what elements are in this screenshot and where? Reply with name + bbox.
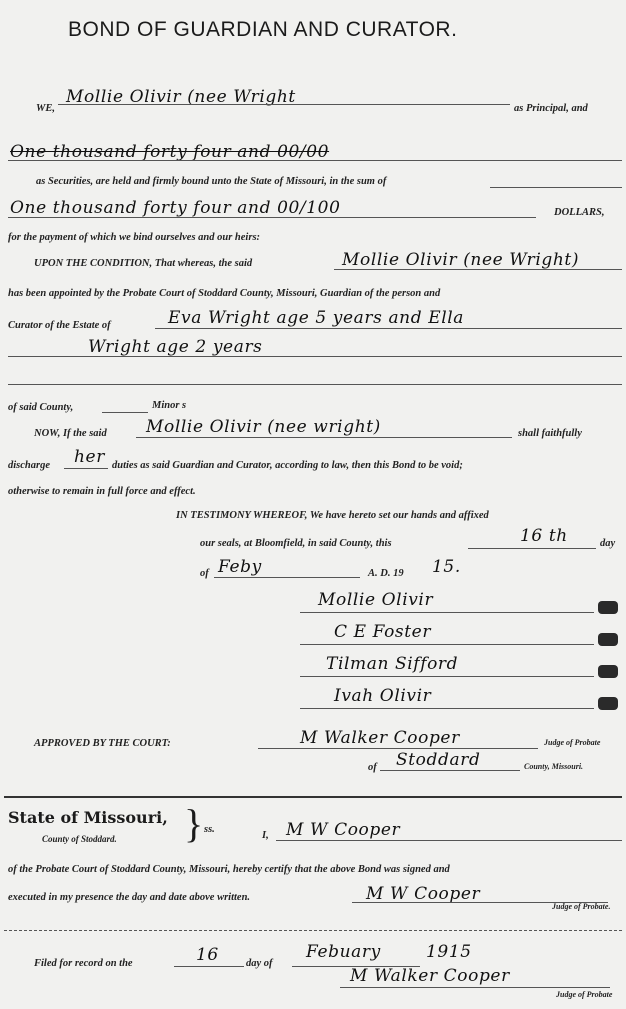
- filed-day-of: day of: [246, 958, 273, 969]
- signature-2: C E Foster: [334, 622, 432, 642]
- now-name: Mollie Olivir (nee wright): [146, 417, 381, 437]
- securities-amount-struck: One thousand forty four and 00/00: [10, 142, 330, 162]
- certificate-i: I,: [262, 830, 269, 841]
- signature-line-3: [300, 676, 594, 677]
- brace: }: [184, 801, 204, 846]
- duties-text: duties as said Guardian and Curator, according to law, then this Bond to be void;: [112, 460, 463, 471]
- testimony-year: 15.: [432, 557, 461, 577]
- testimony-line1: IN TESTIMONY WHEREOF, We have hereto set our hands and affixed: [176, 510, 489, 521]
- sum-amount: One thousand forty four and 00/100: [10, 198, 341, 218]
- filed-month: Febuary: [306, 942, 381, 962]
- wards-line-b: [8, 356, 622, 357]
- minor-label: Minor s: [152, 400, 187, 411]
- principal-prefix: WE,: [36, 103, 55, 114]
- testimony-of: of: [200, 568, 209, 579]
- county-line: [102, 412, 148, 413]
- filed-day-line: [174, 966, 244, 967]
- approval-county-suffix: County, Missouri.: [524, 762, 584, 771]
- wards-line-c: [8, 384, 622, 385]
- certificate-ss: ss.: [204, 824, 215, 835]
- testimony-day-word: day: [600, 538, 616, 549]
- testimony-ad: A. D. 19: [368, 568, 404, 579]
- testimony-month-line: [214, 577, 360, 578]
- filed-signature: M Walker Cooper: [350, 966, 510, 986]
- pronoun-line: [64, 468, 108, 469]
- testimony-day-line: [468, 548, 596, 549]
- section-divider: [4, 796, 622, 798]
- filed-sig-line: [340, 987, 610, 988]
- filed-year: 1915: [426, 942, 472, 962]
- testimony-line2: our seals, at Bloomfield, in said County, this: [200, 538, 392, 549]
- approval-line: [258, 748, 538, 749]
- certificate-title: Judge of Probate.: [552, 902, 611, 911]
- signature-1: Mollie Olivir: [318, 590, 434, 610]
- approval-judge-signature: M Walker Cooper: [300, 728, 460, 748]
- sum-line: [8, 217, 536, 218]
- seal-icon: [598, 633, 618, 646]
- signature-line-4: [300, 708, 594, 709]
- sum-unit: DOLLARS,: [554, 207, 605, 218]
- condition-line: [334, 269, 622, 270]
- seal-icon: [598, 665, 618, 678]
- approval-county-line: [380, 770, 520, 771]
- approval-label: APPROVED BY THE COURT:: [34, 738, 171, 749]
- securities-line: [8, 160, 622, 161]
- certificate-name-line: [276, 840, 622, 841]
- seal-icon: [598, 601, 618, 614]
- certificate-body1: of the Probate Court of Stoddard County, Missouri, hereby certify that the above Bond was signed and: [8, 864, 450, 875]
- otherwise-text: otherwise to remain in full force and effect.: [8, 486, 196, 497]
- condition-lead: UPON THE CONDITION, That whereas, the said: [34, 258, 253, 269]
- signature-line-2: [300, 644, 594, 645]
- now-line: [136, 437, 512, 438]
- county-prefix: of said County,: [8, 402, 74, 413]
- condition-name: Mollie Olivir (nee Wright): [342, 250, 580, 270]
- certificate-county: County of Stoddard.: [42, 834, 117, 844]
- filed-title: Judge of Probate: [556, 990, 613, 999]
- signature-3: Tilman Sifford: [326, 654, 459, 674]
- condition-line3-prefix: Curator of the Estate of: [8, 320, 111, 331]
- certificate-body2: executed in my presence the day and date above written.: [8, 892, 251, 903]
- testimony-day: 16 th: [520, 526, 568, 546]
- principal-name: Mollie Olivir (nee Wright: [66, 87, 296, 107]
- condition-line2: has been appointed by the Probate Court of Stoddard County, Missouri, Guardian of the person and: [8, 288, 441, 299]
- filed-label: Filed for record on the: [34, 958, 133, 969]
- document-title: BOND OF GUARDIAN AND CURATOR.: [68, 18, 458, 41]
- seal-icon: [598, 697, 618, 710]
- certificate-state: State of Missouri,: [8, 808, 168, 827]
- approval-of: of: [368, 762, 377, 773]
- principal-line: [58, 104, 510, 105]
- payment-text: for the payment of which we bind ourselves and our heirs:: [8, 232, 261, 243]
- pronoun: her: [74, 447, 105, 467]
- testimony-month: Feby: [218, 557, 262, 577]
- signature-4: Ivah Olivir: [334, 686, 432, 706]
- now-lead: NOW, If the said: [34, 428, 107, 439]
- sum-line-end: [490, 187, 622, 188]
- securities-text: as Securities, are held and firmly bound unto the State of Missouri, in the sum of: [36, 176, 387, 187]
- certificate-name: M W Cooper: [286, 820, 401, 840]
- certificate-signature: M W Cooper: [366, 884, 481, 904]
- principal-suffix: as Principal, and: [514, 103, 588, 114]
- filed-day: 16: [196, 945, 219, 965]
- approval-county: Stoddard: [396, 750, 481, 770]
- approval-judge-title: Judge of Probate: [544, 738, 601, 747]
- discharge-word: discharge: [8, 460, 50, 471]
- now-suffix: shall faithfully: [518, 428, 582, 439]
- signature-line-1: [300, 612, 594, 613]
- wards-line-a: [155, 328, 622, 329]
- filing-divider: [4, 930, 622, 931]
- wards-a: Eva Wright age 5 years and Ella: [168, 308, 465, 328]
- wards-b: Wright age 2 years: [88, 337, 263, 357]
